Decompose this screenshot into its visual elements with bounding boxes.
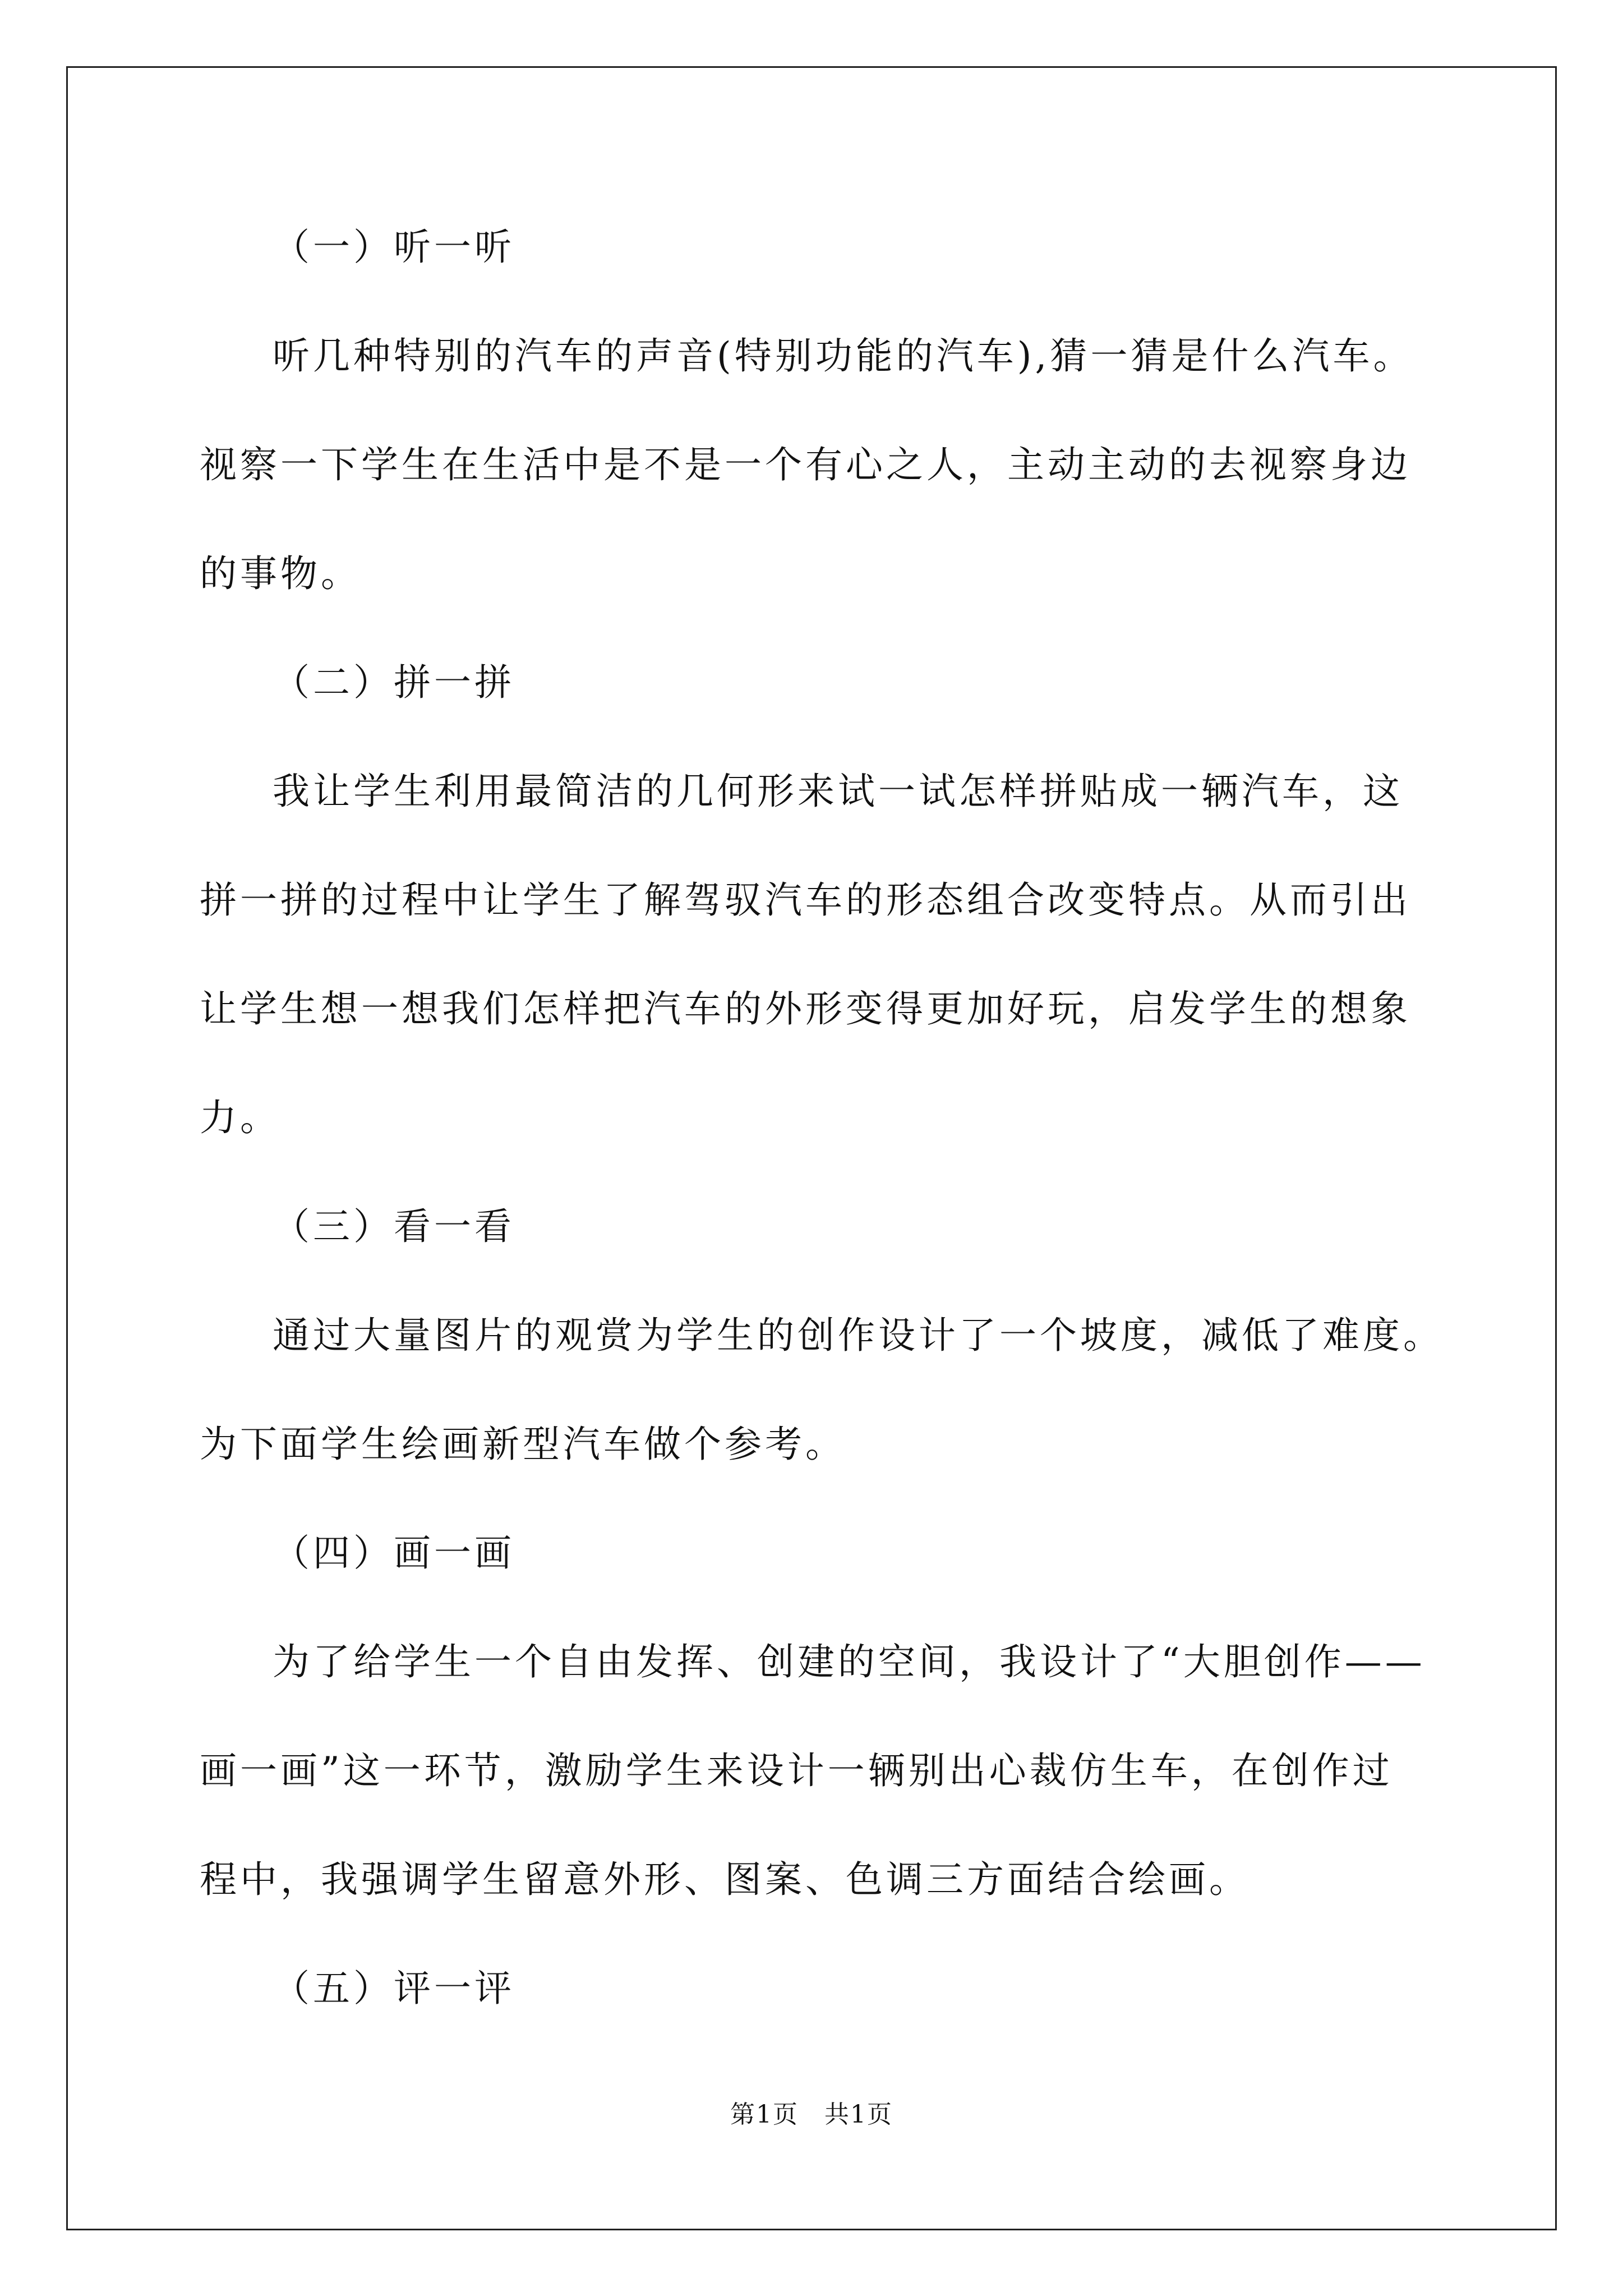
- page-border: [66, 66, 1557, 2230]
- paragraph-line: 让学生想一想我们怎样把汽车的外形变得更加好玩，启发学生的想象: [200, 987, 1411, 1030]
- paragraph-line: 拼一拼的过程中让学生了解驾驭汽车的形态组合改变特点。从而引出: [200, 878, 1411, 922]
- paragraph-line: 画一画”这一环节，激励学生来设计一辆别出心裁仿生车，在创作过: [200, 1749, 1393, 1792]
- paragraph-line: 为了给学生一个自由发挥、创建的空间，我设计了“大胆创作——: [273, 1640, 1426, 1683]
- paragraph-line: 的事物。: [200, 552, 361, 595]
- paragraph-line: 我让学生利用最简洁的几何形来试一试怎样拼贴成一辆汽车，这: [273, 770, 1403, 813]
- section-heading-2: （二）拼一拼: [273, 661, 515, 704]
- paragraph-line: 程中，我强调学生留意外形、图案、色调三方面结合绘画。: [200, 1858, 1249, 1901]
- section-heading-1: （一）听一听: [273, 226, 515, 269]
- paragraph-line: 为下面学生绘画新型汽车做个参考。: [200, 1423, 846, 1466]
- paragraph-line: 通过大量图片的观赏为学生的创作设计了一个坡度，减低了难度。: [273, 1314, 1444, 1357]
- paragraph-line: 力。: [200, 1096, 280, 1139]
- paragraph-line: 听几种特别的汽车的声音(特别功能的汽车),猜一猜是什么汽车。: [273, 334, 1414, 378]
- paragraph-line: 视察一下学生在生活中是不是一个有心之人，主动主动的去视察身边: [200, 443, 1411, 486]
- section-heading-4: （四）画一画: [273, 1531, 515, 1575]
- section-heading-3: （三）看一看: [273, 1205, 515, 1248]
- page-footer: 第1页 共1页: [730, 2100, 893, 2129]
- section-heading-5: （五）评一评: [273, 1967, 515, 2010]
